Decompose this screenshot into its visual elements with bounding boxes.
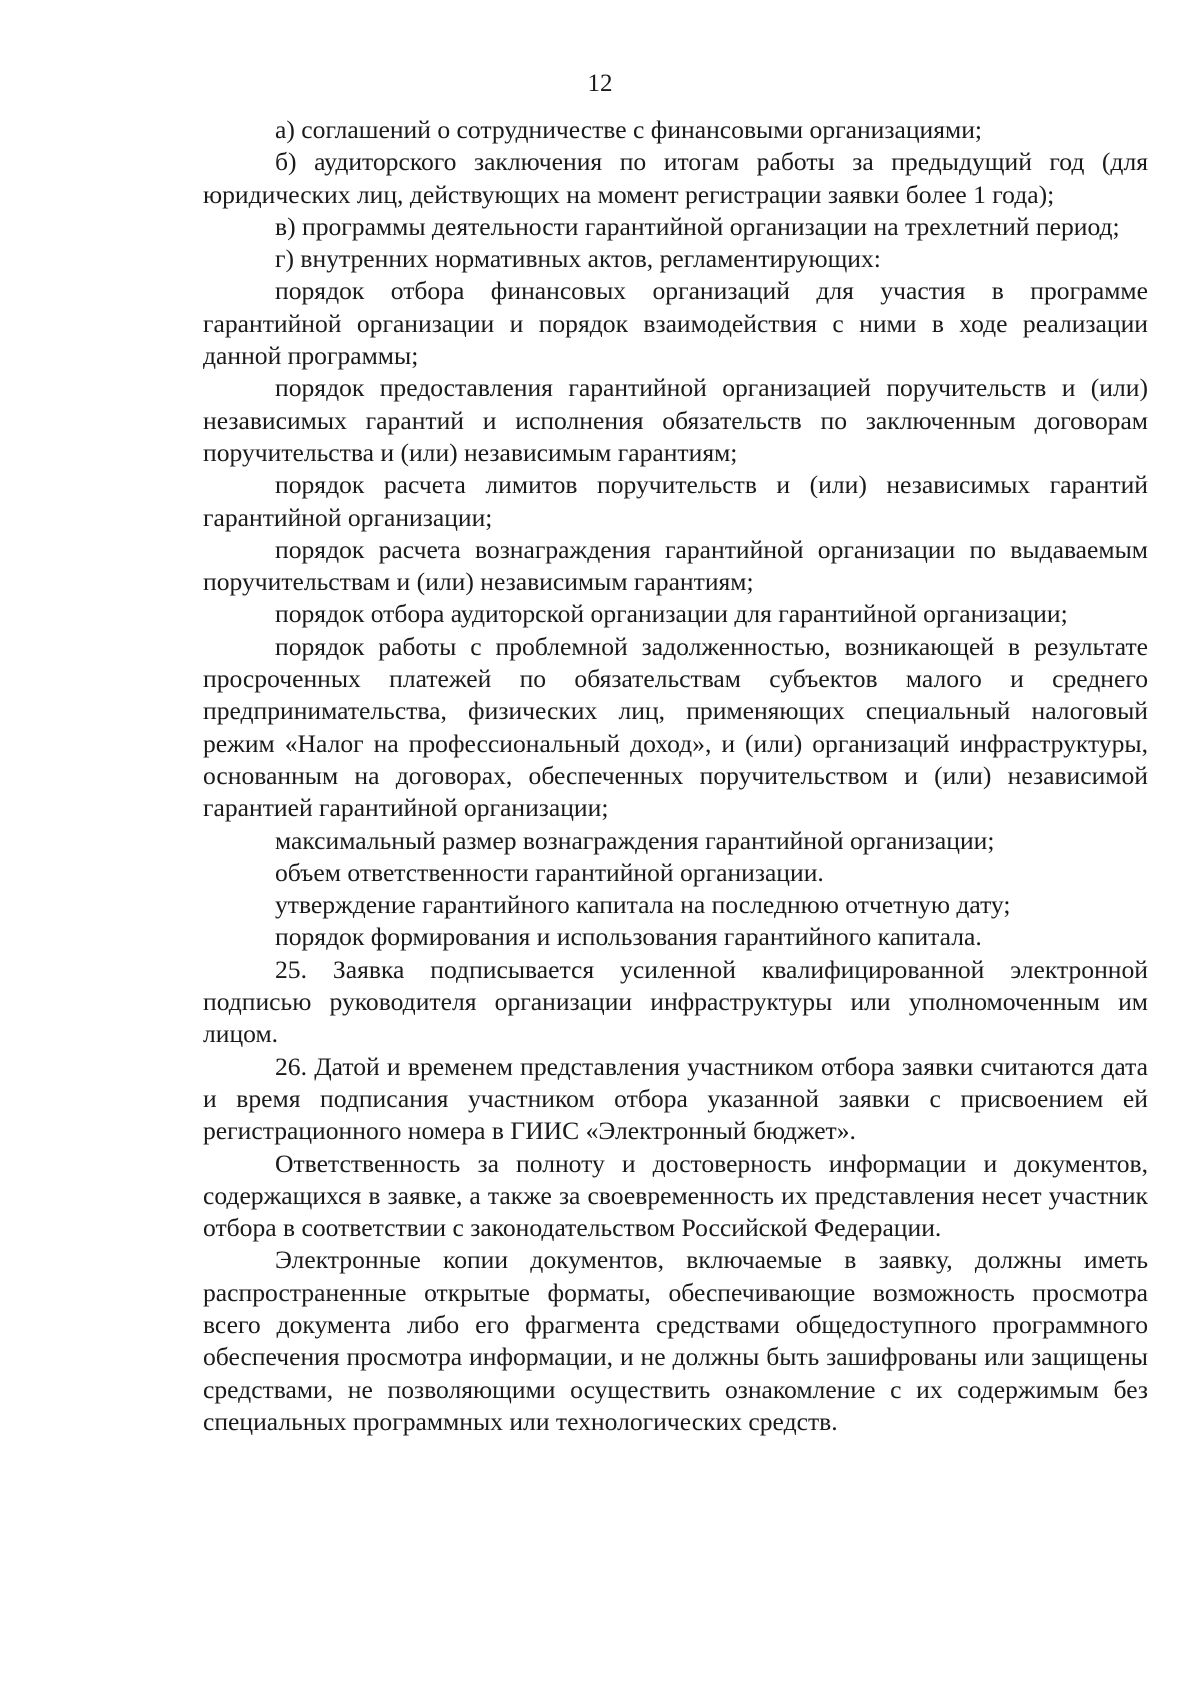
- paragraph-electronic-copies: Электронные копии документов, включаемые в заявку, должны иметь распространенные открытые форматы, обеспечивающие возможность просмотра всего документа либо его фрагмента средствами общедоступного программного обеспечения просмотра информации, и не должны быть зашифрованы или защищены средствами, не позволяющими осуществить ознакомление с их содержимым без специальных программных или технологических средств.: [203, 1245, 1148, 1436]
- paragraph-a-agreements: а) соглашений о сотрудничестве с финансовыми организациями;: [275, 115, 983, 144]
- paragraph-b-audit-report: б) аудиторского заключения по итогам работы за предыдущий год (для юридических лиц, действующих на момент регистрации заявки более 1 года);: [203, 147, 1148, 209]
- paragraph-selection-financial-orgs: порядок отбора финансовых организаций для участия в программе гарантийной организации и порядок взаимодействия с ними в ходе реализации данной программы;: [203, 276, 1148, 371]
- paragraph-max-fee: максимальный размер вознаграждения гарантийной организации;: [275, 825, 995, 855]
- paragraph-fee-calculation: порядок расчета вознаграждения гарантийной организации по выдаваемым поручительствам и (или) независимым гарантиям;: [203, 534, 1148, 597]
- paragraph-auditor-selection: порядок отбора аудиторской организации для гарантийной организации;: [275, 599, 1068, 629]
- paragraph-g-internal-acts: г) внутренних нормативных актов, регламентирующих:: [275, 244, 881, 274]
- paragraph-capital-formation: порядок формирования и использования гарантийного капитала.: [275, 922, 982, 952]
- paragraph-v-program: в) программы деятельности гарантийной организации на трехлетний период;: [275, 211, 1120, 241]
- page-number: 12: [587, 70, 613, 97]
- paragraph-guarantees-provision: порядок предоставления гарантийной организацией поручительств и (или) независимых гарантий и исполнения обязательств по заключенным договорам поручительства и (или) независимым гарантиям;: [203, 373, 1148, 467]
- paragraph-25-signature: 25. Заявка подписывается усиленной квалифицированной электронной подписью руководителя организации инфраструктуры или уполномоченным им лицом.: [203, 954, 1148, 1049]
- document-body: [203, 114, 1148, 1438]
- paragraph-capital-approval: утверждение гарантийного капитала на последнюю отчетную дату;: [275, 890, 1011, 920]
- paragraph-liability-volume: объем ответственности гарантийной организации.: [275, 857, 824, 887]
- paragraph-26-submission-date: 26. Датой и временем представления участником отбора заявки считаются дата и время подписания участником отбора указанной заявки с присвоением ей регистрационного номера в ГИИС «Электронный бюджет».: [203, 1051, 1148, 1146]
- paragraph-problem-debt: порядок работы с проблемной задолженностью, возникающей в результате просроченных платежей по обязательствам субъектов малого и среднего предпринимательства, физических лиц, применяющих специальный налоговый режим «Налог на профессиональный доход», и (или) организаций инфраструктуры, основанным на договорах, обеспеченных поручительством и (или) независимой гарантией гарантийной организации;: [203, 631, 1148, 823]
- paragraph-limits-calculation: порядок расчета лимитов поручительств и (или) независимых гарантий гарантийной организации;: [203, 470, 1148, 532]
- paragraph-responsibility: Ответственность за полноту и достоверность информации и документов, содержащихся в заявке, а также за своевременность их представления несет участник отбора в соответствии с законодательством Российской Федерации.: [203, 1148, 1148, 1243]
